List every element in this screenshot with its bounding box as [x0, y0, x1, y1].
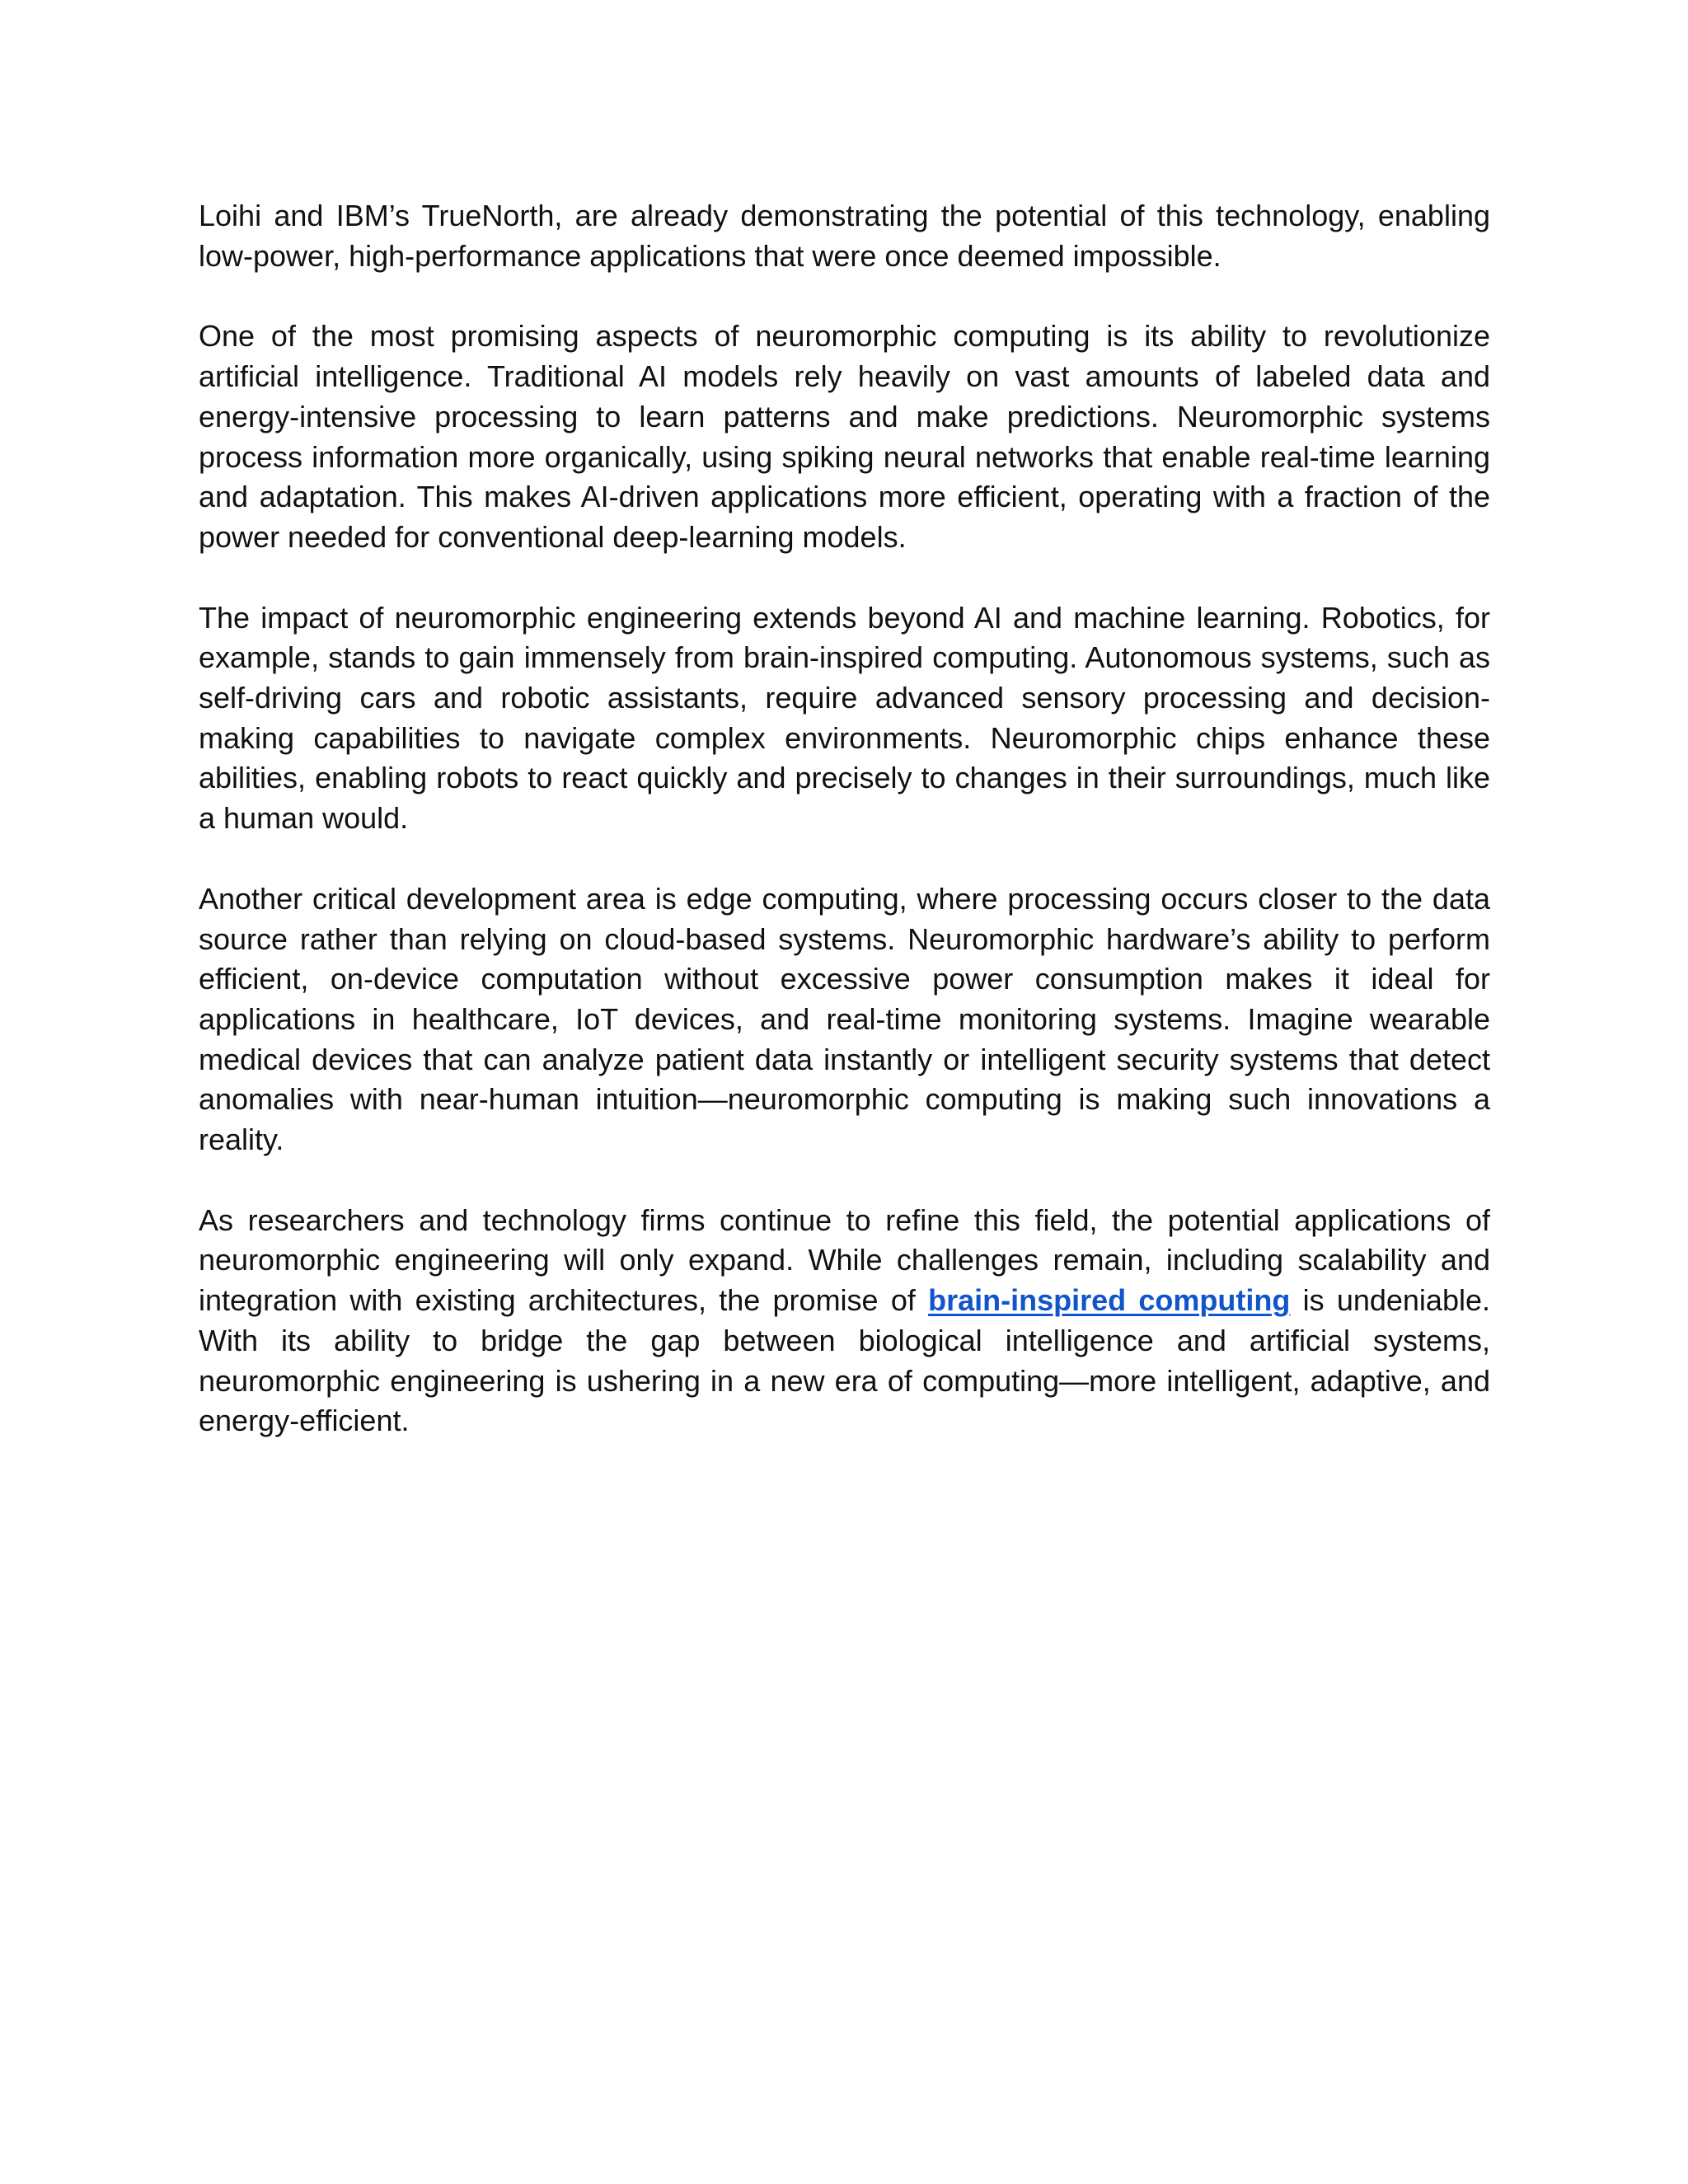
paragraph-robotics-impact: The impact of neuromorphic engineering extends beyond AI and machine learning. Robotics, for example, stands to gain immensely from brain-inspired computing. Autonomous systems, such as self-driving cars and robotic assistants, require advanced sensory processing and decision-making capabilities to navigate complex environments. Neuromorphic chips enhance these abilities, enabling robots to react quickly and precisely to changes in their surroundings, much like a human would.	[199, 600, 1490, 836]
paragraph-ai-revolution: One of the most promising aspects of neuromorphic computing is its ability to revolutionize artificial intelligence. Traditional AI models rely heavily on vast amounts of labeled data and energy-intensive processing to learn patterns and make predictions. Neuromorphic systems process information more organically, using spiking neural networks that enable real-time learning and adaptation. This makes AI-driven applications more efficient, operating with a fraction of the power needed for conventional deep-learning models.	[199, 319, 1490, 554]
paragraph-conclusion	[199, 1201, 1490, 1441]
paragraph-conclusion-text-before: As researchers and technology firms continue to refine this field, the potential applications of neuromorphic engineering will only expand. While challenges remain, including scalability and integration with existing architectures, the promise of	[199, 1202, 1490, 1318]
brain-inspired-computing-link[interactable]: brain-inspired computing	[928, 1283, 1291, 1318]
paragraph-conclusion-text-after: is undeniable. With its ability to bridge the gap between biological intelligence and artificial systems, neuromorphic engineering is ushering in a new era of computing—more intelligent, adaptive, and energy-efficient.	[199, 1283, 1490, 1438]
document-body	[199, 196, 1490, 1441]
paragraph-edge-computing: Another critical development area is edge computing, where processing occurs closer to the data source rather than relying on cloud-based systems. Neuromorphic hardware’s ability to perform efficient, on-device computation without excessive power consumption makes it ideal for applications in healthcare, IoT devices, and real-time monitoring systems. Imagine wearable medical devices that can analyze patient data instantly or intelligent security systems that detect anomalies with near-human intuition—neuromorphic computing is making such innovations a reality.	[199, 881, 1490, 1157]
paragraph-loihi-truenorth: Loihi and IBM’s TrueNorth, are already demonstrating the potential of this technology, enabling low-power, high-performance applications that were once deemed impossible.	[199, 199, 1490, 273]
